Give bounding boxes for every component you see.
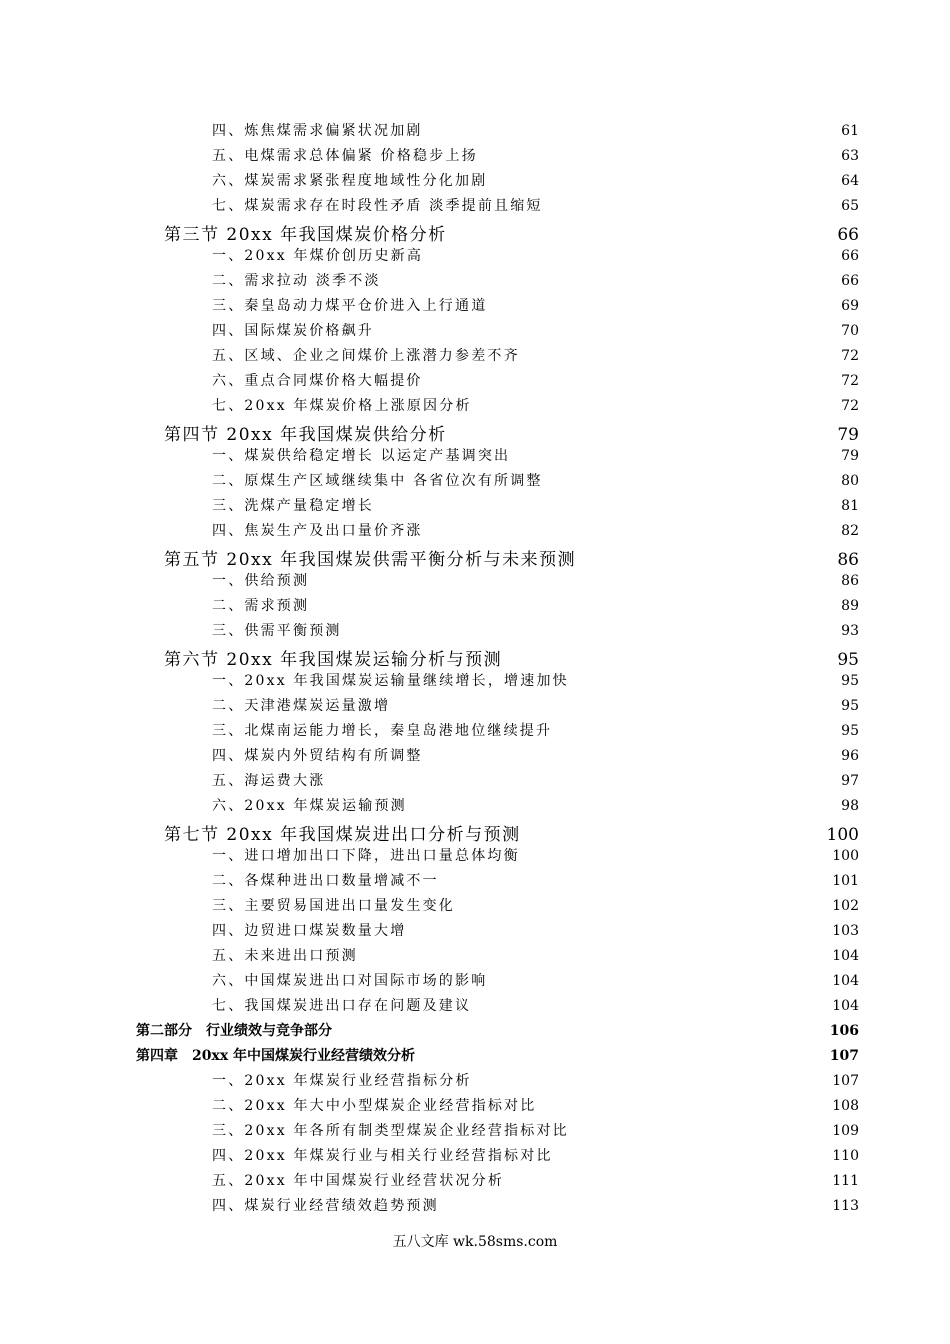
toc-entry[interactable] — [212, 120, 859, 145]
toc-entry[interactable] — [212, 945, 859, 970]
toc-entry-title: 六、煤炭需求紧张程度地域性分化加剧 — [212, 173, 488, 189]
toc-entry-title: 一、20xx 年煤价创历史新高 — [212, 248, 424, 264]
toc-page-number: 66 — [837, 225, 859, 245]
toc-entry[interactable] — [212, 845, 859, 870]
toc-page-number: 79 — [841, 448, 859, 464]
toc-entry[interactable] — [212, 270, 859, 295]
toc-entry[interactable] — [212, 595, 859, 620]
toc-page-number: 69 — [841, 298, 859, 314]
toc-entry[interactable] — [212, 920, 859, 945]
toc-page-number: 72 — [841, 348, 859, 364]
toc-page-number: 102 — [832, 898, 859, 914]
toc-page-number: 86 — [837, 550, 859, 570]
toc-page-number: 64 — [841, 173, 859, 189]
toc-page-number: 113 — [832, 1198, 859, 1214]
toc-page-number: 101 — [832, 873, 859, 889]
toc-entry[interactable] — [212, 745, 859, 770]
toc-entry[interactable] — [212, 520, 859, 545]
table-of-contents — [0, 120, 950, 1220]
toc-entry-title: 二、需求拉动 淡季不淡 — [212, 273, 381, 289]
toc-entry-title: 第五节 20xx 年我国煤炭供需平衡分析与未来预测 — [164, 550, 577, 570]
toc-entry-title: 六、中国煤炭进出口对国际市场的影响 — [212, 973, 488, 989]
toc-page-number: 109 — [832, 1123, 859, 1139]
toc-page-number: 86 — [841, 573, 859, 589]
toc-entry[interactable] — [212, 245, 859, 270]
toc-page-number: 72 — [841, 398, 859, 414]
toc-page-number: 66 — [841, 248, 859, 264]
toc-entry-title: 三、秦皇岛动力煤平仓价进入上行通道 — [212, 298, 488, 314]
toc-page-number: 82 — [841, 523, 859, 539]
toc-page-number: 100 — [832, 848, 859, 864]
toc-page-number: 103 — [832, 923, 859, 939]
toc-entry[interactable] — [212, 720, 859, 745]
toc-entry[interactable] — [212, 195, 859, 220]
toc-entry-title: 一、进口增加出口下降，进出口量总体均衡 — [212, 848, 520, 864]
toc-entry-title: 三、北煤南运能力增长，秦皇岛港地位继续提升 — [212, 723, 553, 739]
toc-section-entry[interactable] — [164, 420, 859, 445]
toc-entry-title: 四、20xx 年煤炭行业与相关行业经营指标对比 — [212, 1148, 553, 1164]
toc-entry-title: 五、未来进出口预测 — [212, 948, 358, 964]
page-footer: 五八文库 wk.58sms.com — [392, 1234, 558, 1250]
toc-entry-title: 六、重点合同煤价格大幅提价 — [212, 373, 423, 389]
toc-page-number: 96 — [841, 748, 859, 764]
toc-entry[interactable] — [212, 1095, 859, 1120]
toc-page-number: 98 — [841, 798, 859, 814]
toc-page-number: 111 — [832, 1173, 859, 1189]
toc-chapter-entry[interactable] — [136, 1045, 859, 1070]
toc-entry[interactable] — [212, 995, 859, 1020]
toc-entry-title: 三、供需平衡预测 — [212, 623, 342, 639]
toc-entry[interactable] — [212, 895, 859, 920]
toc-entry-title: 第四章 20xx 年中国煤炭行业经营绩效分析 — [136, 1048, 416, 1064]
toc-entry-title: 五、电煤需求总体偏紧 价格稳步上扬 — [212, 148, 478, 164]
toc-section-entry[interactable] — [164, 820, 859, 845]
toc-entry[interactable] — [212, 1170, 859, 1195]
toc-entry-title: 三、20xx 年各所有制类型煤炭企业经营指标对比 — [212, 1123, 569, 1139]
toc-entry-title: 四、煤炭内外贸结构有所调整 — [212, 748, 423, 764]
toc-page-number: 89 — [841, 598, 859, 614]
toc-entry[interactable] — [212, 620, 859, 645]
toc-entry-title: 二、天津港煤炭运量激增 — [212, 698, 391, 714]
toc-entry-title: 二、20xx 年大中小型煤炭企业经营指标对比 — [212, 1098, 537, 1114]
toc-entry[interactable] — [212, 295, 859, 320]
toc-entry-title: 四、煤炭行业经营绩效趋势预测 — [212, 1198, 439, 1214]
toc-entry-title: 六、20xx 年煤炭运输预测 — [212, 798, 407, 814]
toc-page-number: 95 — [841, 723, 859, 739]
toc-page-number: 80 — [841, 473, 859, 489]
toc-entry[interactable] — [212, 470, 859, 495]
toc-page-number: 108 — [832, 1098, 859, 1114]
toc-entry[interactable] — [212, 570, 859, 595]
toc-entry[interactable] — [212, 445, 859, 470]
toc-entry-title: 第七节 20xx 年我国煤炭进出口分析与预测 — [164, 825, 521, 845]
toc-page-number: 104 — [832, 948, 859, 964]
toc-entry-title: 七、20xx 年煤炭价格上涨原因分析 — [212, 398, 472, 414]
toc-page-number: 95 — [841, 698, 859, 714]
toc-entry-title: 一、20xx 年我国煤炭运输量继续增长，增速加快 — [212, 673, 569, 689]
toc-entry-title: 一、煤炭供给稳定增长 以运定产基调突出 — [212, 448, 511, 464]
toc-entry[interactable] — [212, 170, 859, 195]
toc-entry-title: 二、原煤生产区域继续集中 各省位次有所调整 — [212, 473, 543, 489]
toc-entry[interactable] — [212, 670, 859, 695]
toc-page-number: 93 — [841, 623, 859, 639]
toc-page-number: 81 — [841, 498, 859, 514]
toc-page-number: 63 — [841, 148, 859, 164]
toc-entry-title: 五、20xx 年中国煤炭行业经营状况分析 — [212, 1173, 505, 1189]
toc-page-number: 95 — [837, 650, 859, 670]
toc-entry[interactable] — [212, 345, 859, 370]
toc-section-entry[interactable] — [164, 545, 859, 570]
toc-page-number: 106 — [829, 1023, 859, 1039]
toc-entry-title: 一、供给预测 — [212, 573, 310, 589]
toc-entry[interactable] — [212, 795, 859, 820]
toc-entry[interactable] — [212, 320, 859, 345]
toc-entry[interactable] — [212, 370, 859, 395]
toc-entry-title: 五、区域、企业之间煤价上涨潜力参差不齐 — [212, 348, 520, 364]
toc-page-number: 110 — [832, 1148, 859, 1164]
toc-entry[interactable] — [212, 1145, 859, 1170]
toc-entry-title: 二、需求预测 — [212, 598, 310, 614]
toc-entry-title: 第三节 20xx 年我国煤炭价格分析 — [164, 225, 447, 245]
toc-page-number: 100 — [826, 825, 859, 845]
toc-page-number: 107 — [832, 1073, 859, 1089]
toc-section-entry[interactable] — [164, 220, 859, 245]
toc-entry[interactable] — [212, 970, 859, 995]
toc-entry[interactable] — [212, 1070, 859, 1095]
toc-entry-title: 第二部分 行业绩效与竞争部分 — [136, 1023, 332, 1039]
toc-entry-title: 四、边贸进口煤炭数量大增 — [212, 923, 407, 939]
toc-page-number: 79 — [837, 425, 859, 445]
toc-page-number: 95 — [841, 673, 859, 689]
toc-entry-title: 四、国际煤炭价格飙升 — [212, 323, 374, 339]
toc-entry[interactable] — [212, 1195, 859, 1220]
toc-page-number: 97 — [841, 773, 859, 789]
toc-entry[interactable] — [212, 495, 859, 520]
toc-entry-title: 七、煤炭需求存在时段性矛盾 淡季提前且缩短 — [212, 198, 543, 214]
toc-chapter-entry[interactable] — [136, 1020, 859, 1045]
toc-page-number: 104 — [832, 998, 859, 1014]
toc-entry[interactable] — [212, 145, 859, 170]
toc-entry-title: 第六节 20xx 年我国煤炭运输分析与预测 — [164, 650, 503, 670]
toc-entry-title: 三、主要贸易国进出口量发生变化 — [212, 898, 455, 914]
toc-page-number: 61 — [841, 123, 859, 139]
toc-page-number: 72 — [841, 373, 859, 389]
toc-entry[interactable] — [212, 870, 859, 895]
toc-entry-title: 一、20xx 年煤炭行业经营指标分析 — [212, 1073, 472, 1089]
toc-page-number: 104 — [832, 973, 859, 989]
toc-entry[interactable] — [212, 395, 859, 420]
toc-section-entry[interactable] — [164, 645, 859, 670]
toc-entry-title: 四、焦炭生产及出口量价齐涨 — [212, 523, 423, 539]
toc-entry[interactable] — [212, 1120, 859, 1145]
toc-page-number: 70 — [841, 323, 859, 339]
toc-entry-title: 五、海运费大涨 — [212, 773, 326, 789]
toc-page-number: 66 — [841, 273, 859, 289]
toc-page-number: 107 — [829, 1048, 859, 1064]
toc-entry[interactable] — [212, 770, 859, 795]
toc-entry-title: 三、洗煤产量稳定增长 — [212, 498, 374, 514]
toc-entry-title: 第四节 20xx 年我国煤炭供给分析 — [164, 425, 447, 445]
toc-entry-title: 二、各煤种进出口数量增减不一 — [212, 873, 439, 889]
toc-entry[interactable] — [212, 695, 859, 720]
toc-entry-title: 七、我国煤炭进出口存在问题及建议 — [212, 998, 472, 1014]
toc-entry-title: 四、炼焦煤需求偏紧状况加剧 — [212, 123, 423, 139]
toc-page-number: 65 — [841, 198, 859, 214]
